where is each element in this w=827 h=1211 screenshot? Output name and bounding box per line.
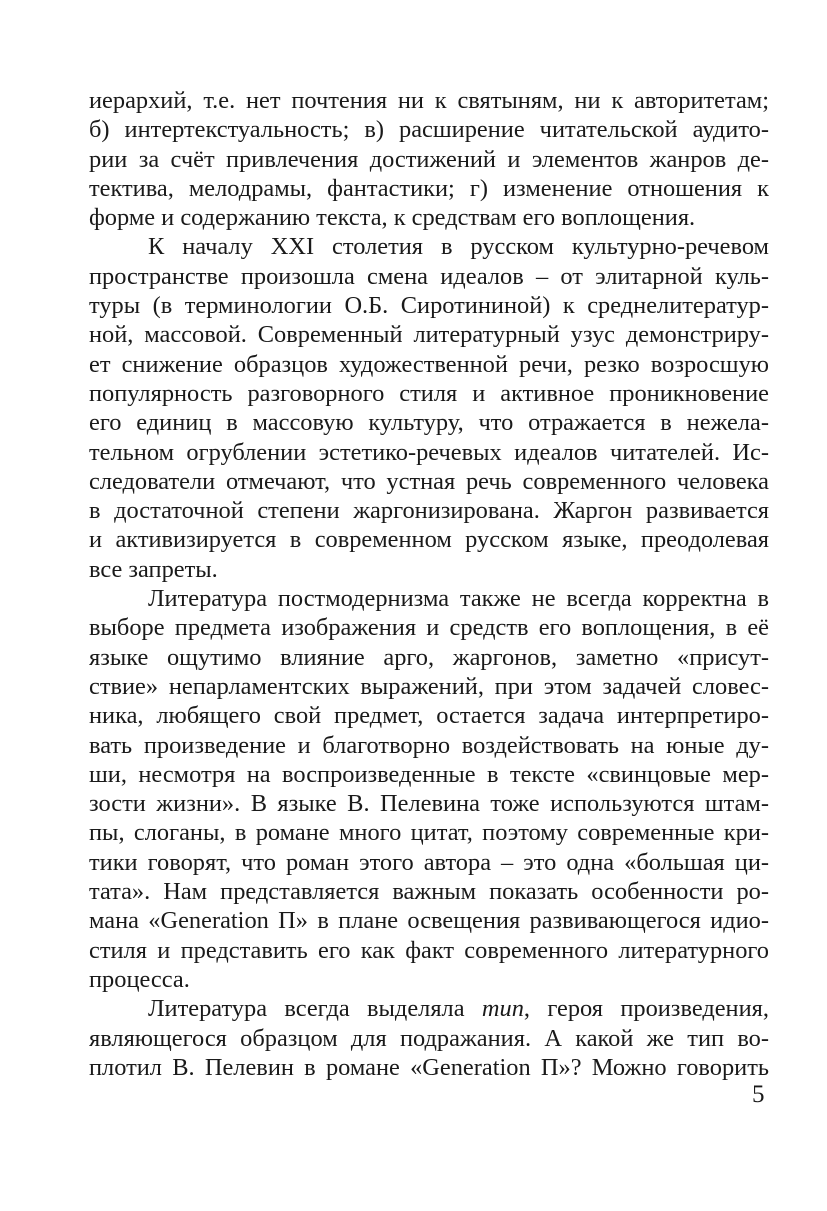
text-line: Литература постмодернизма также не всегда корректна в — [148, 585, 769, 613]
text-line: ши, несмотря на воспроизведенные в тексте «свинцовые мер- — [89, 760, 769, 788]
text-line: вать произведение и благотворно воздействовать на юные ду- — [89, 731, 769, 759]
text-line: рии за счёт привлечения достижений и элементов жанров де- — [89, 145, 769, 173]
text-line: его единиц в массовую культуру, что отражается в нежела- — [89, 409, 769, 437]
paragraph-4 — [89, 994, 769, 1082]
text-line: ника, любящего свой предмет, остается задача интерпретиро- — [89, 702, 769, 730]
text-line: тельном огрублении эстетико-речевых идеалов читателей. Ис- — [89, 438, 769, 466]
text-line: ствие» непарламентских выражений, при этом задачей словес- — [89, 672, 769, 700]
text-line: процесса. — [89, 965, 190, 993]
text-line: пространстве произошла смена идеалов – от элитарной куль- — [89, 262, 769, 290]
paragraph-2 — [89, 232, 769, 584]
text-line: и активизируется в современном русском языке, преодолевая — [89, 526, 769, 554]
text-line: тектива, мелодрамы, фантастики; г) изменение отношения к — [89, 174, 769, 202]
text-run: , героя произведения, — [523, 995, 769, 1023]
text-line: мана «Generation П» в плане освещения развивающегося идио- — [89, 907, 769, 935]
text-line: следователи отмечают, что устная речь современного человека — [89, 467, 769, 495]
page-body — [89, 86, 769, 1082]
text-line: зости жизни». В языке В. Пелевина тоже используются штам- — [89, 790, 769, 818]
text-line: плотил В. Пелевин в романе «Generation П»? Можно говорить — [89, 1053, 769, 1081]
text-run: Литература всегда выделяла — [148, 995, 482, 1023]
text-line: тики говорят, что роман этого автора – это одна «большая ци- — [89, 848, 769, 876]
italic-term: тип — [481, 995, 524, 1023]
paragraph-1 — [89, 86, 769, 232]
text-line: популярность разговорного стиля и активное проникновение — [89, 379, 769, 407]
text-line: пы, слоганы, в романе много цитат, поэтому современные кри- — [89, 819, 769, 847]
text-line: туры (в терминологии О.Б. Сиротининой) к среднелитератур- — [89, 292, 769, 320]
paragraph-3 — [89, 584, 769, 994]
text-line — [89, 994, 769, 1023]
text-line: тата». Нам представляется важным показать особенности ро- — [89, 878, 769, 906]
page-number: 5 — [752, 1081, 765, 1108]
text-line: ет снижение образцов художественной речи, резко возросшую — [89, 350, 769, 378]
text-line: все запреты. — [89, 555, 218, 583]
text-line: стиля и представить его как факт современного литературного — [89, 936, 769, 964]
text-line: являющегося образцом для подражания. А какой же тип во- — [89, 1024, 769, 1052]
text-line: К началу XXI столетия в русском культурно-речевом — [148, 233, 769, 261]
text-line: ной, массовой. Современный литературный узус демонстриру- — [89, 321, 769, 349]
text-line: в достаточной степени жаргонизирована. Жаргон развивается — [89, 497, 769, 525]
text-line: форме и содержанию текста, к средствам его воплощения. — [89, 204, 696, 232]
text-line: языке ощутимо влияние арго, жаргонов, заметно «присут- — [89, 643, 769, 671]
text-line: б) интертекстуальность; в) расширение читательской аудито- — [89, 116, 769, 144]
text-line: иерархий, т.е. нет почтения ни к святыням, ни к авторитетам; — [89, 87, 769, 114]
text-line: выборе предмета изображения и средств его воплощения, в её — [89, 614, 769, 642]
